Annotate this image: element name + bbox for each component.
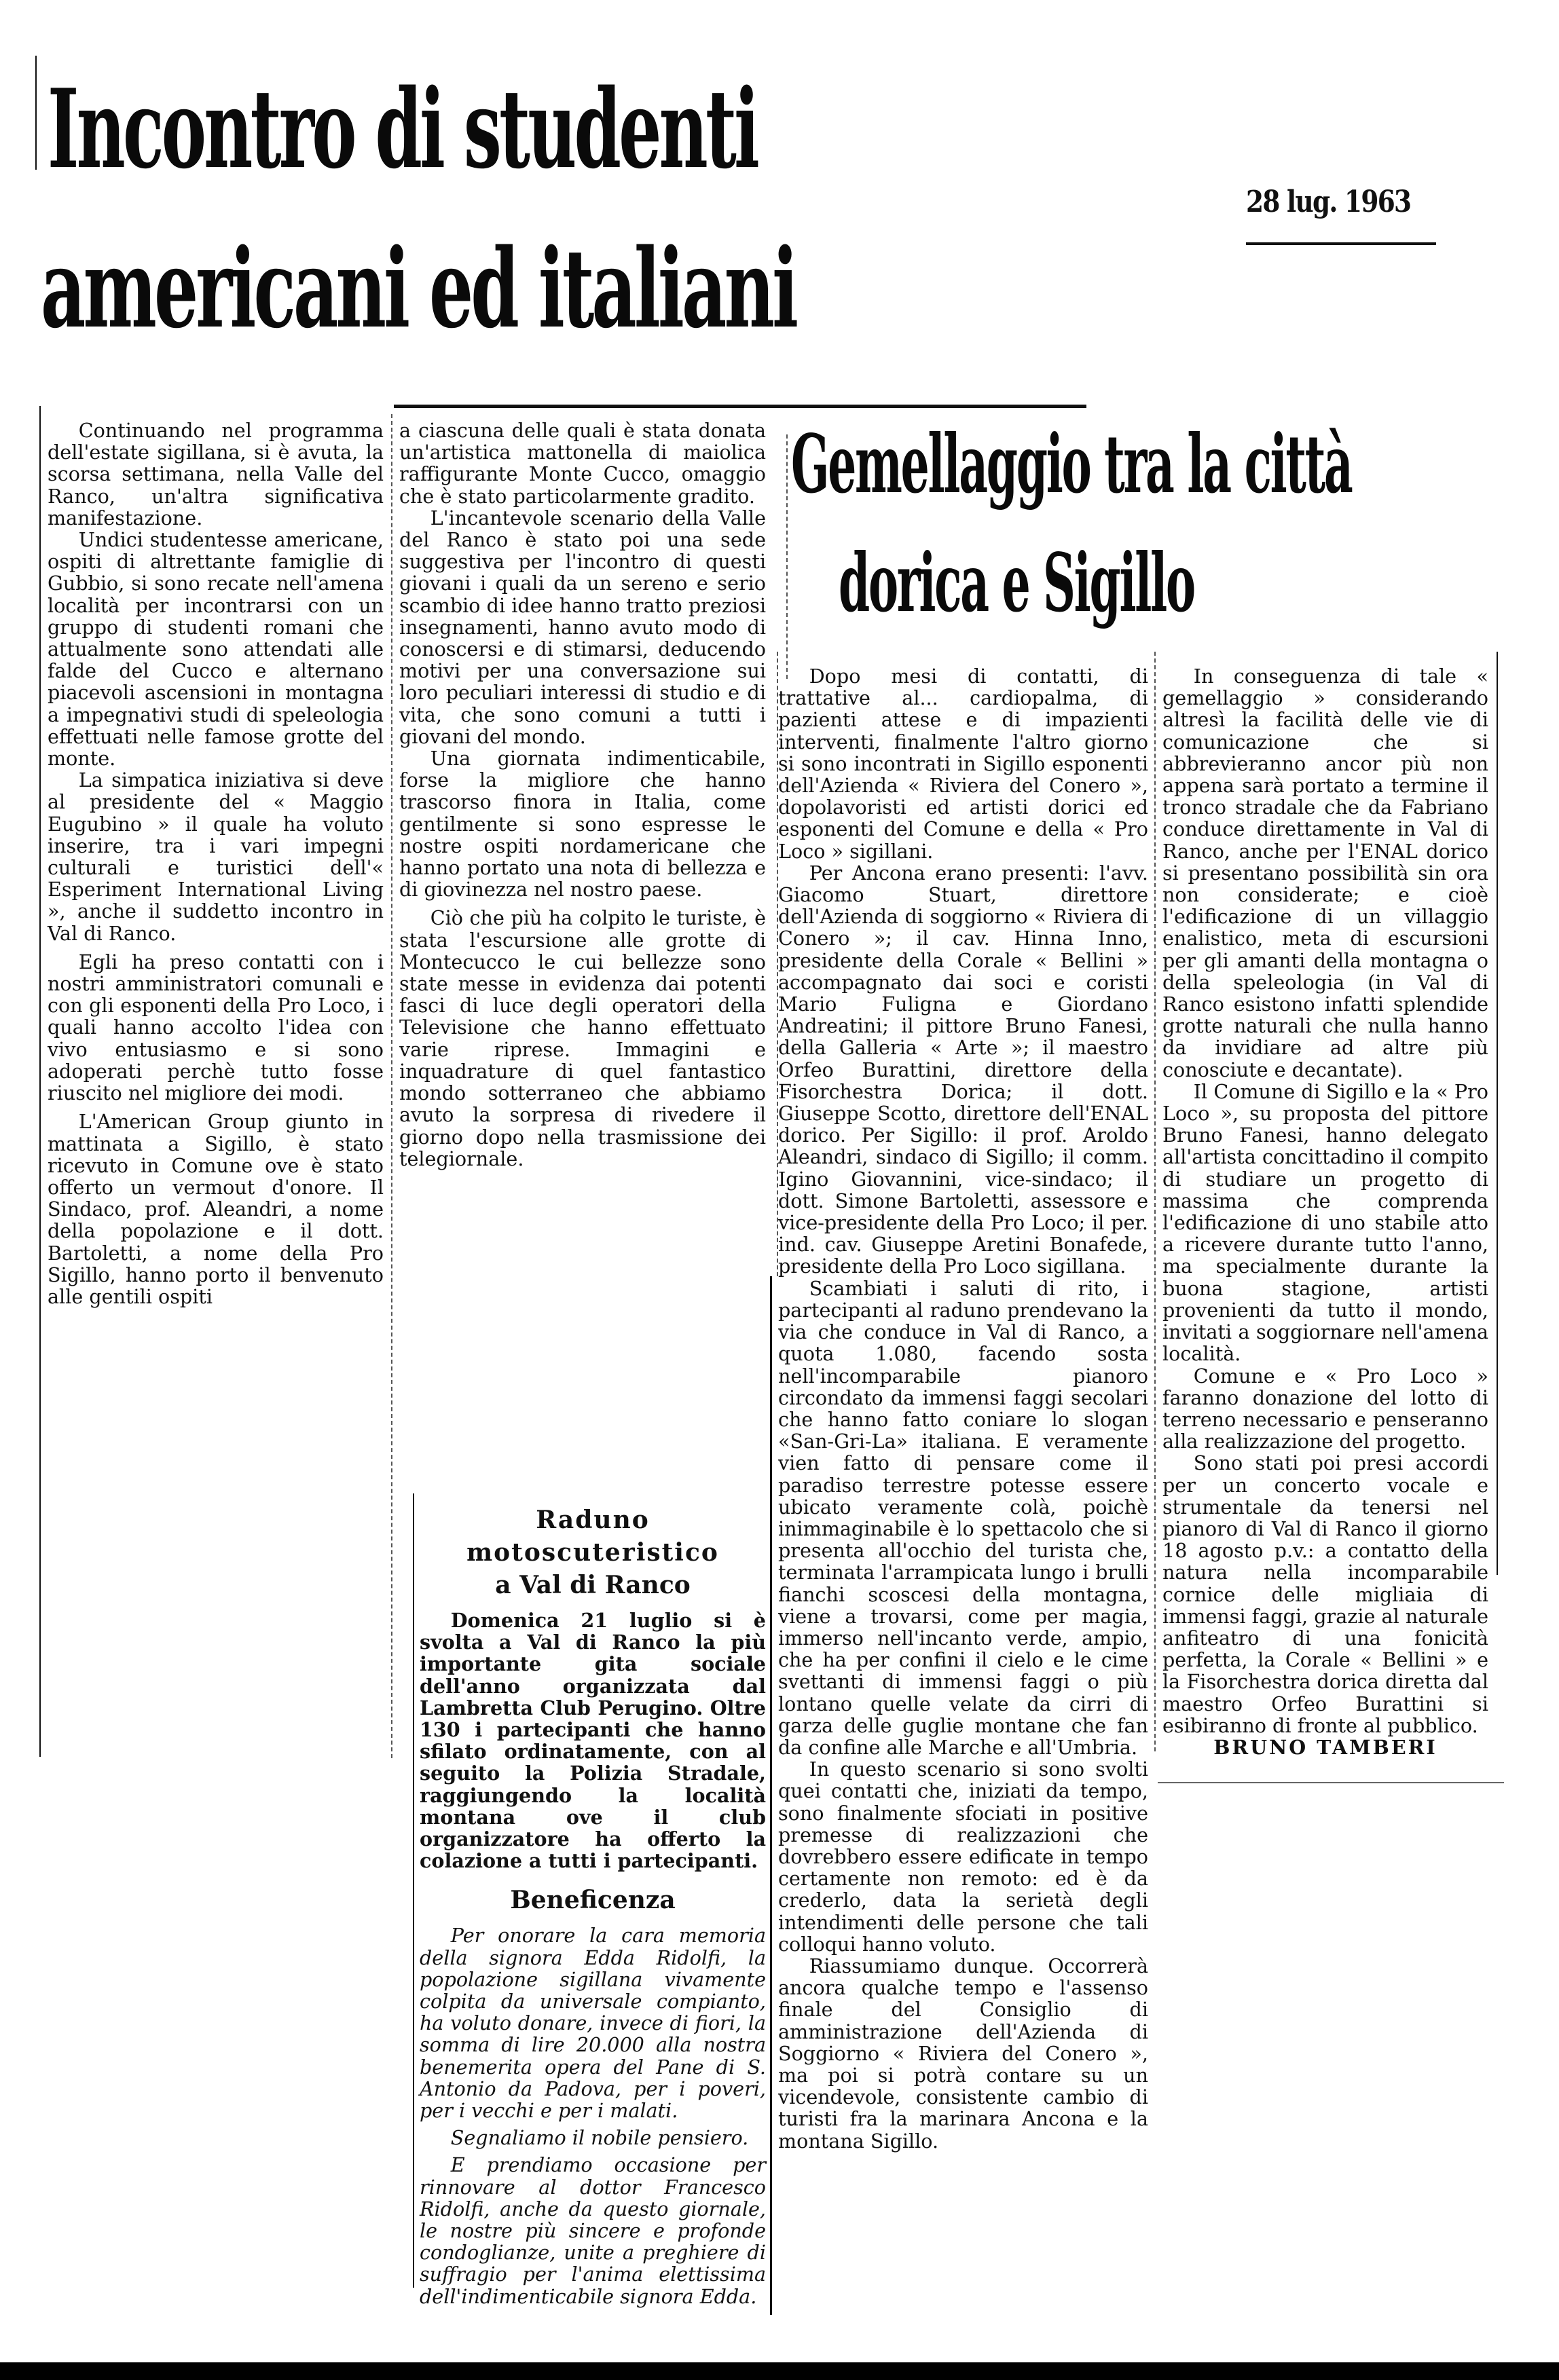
article3-paragraph: E prendiamo occasione per rinnovare al dottor Francesco Ridolfi, anche da questo giornale, le nostre più sincere e profonde condoglianze, unite a preghiere di suffragio per l'anima elettissima dell'indimenticabile signora Edda. [420,2153,766,2308]
column4-left-rule [1154,652,1156,1751]
article3-paragraph: Segnaliamo il nobile pensiero. [450,2126,749,2150]
date-underline [1246,242,1436,245]
main-headline-line2: americani ed italiani [41,225,796,352]
article4-headline-line1: Gemellaggio tra la città [791,417,1352,511]
column4-bottom-rule [1158,1782,1504,1783]
article2-body: Domenica 21 luglio si è svolta a Val di Ranco la più importante gita sociale dell'anno organizzata dal Lambretta Club Perugino. Oltre 130 i partecipanti che hanno sfilato ordinatamente, con al seguito la Polizia Stradale, raggiungendo la località montana ove il club organizzatore ha offerto la colazione a tutti i partecipanti. [420,1609,766,1873]
article4-headline-line2: dorica e Sigillo [839,536,1194,630]
paragraph: Ciò che più ha colpito le turiste, è stata l'escursione alle grotte di Montecucco le cui bellezze sono state messe in evidenza dai potenti fasci di luce degli operatori della Televisione che hanno effettuato varie riprese. Immagini e inquadrature di quel fantastico mondo sotterraneo che abbiamo avuto la sorpresa di rivedere il giorno dopo nella trasmissione dei telegiornale. [399,906,766,1170]
headline-left-rule [35,56,37,170]
paragraph: Scambiati i saluti di rito, i partecipanti al raduno prendevano la via che conduce in Val di Ranco, a quota 1.080, facendo sosta nell'incomparabile pianoro circondato da immensi faggi secolari che hanno fatto coniare lo slogan «San-Gri-La» italiana. E veramente vien fatto di pensare come il paradiso terrestre potesse essere ubicato veramente colà, poichè inimmaginabile è lo spettacolo che si presenta all'occhio del turista che, terminata l'arrampicata lungo i brulli fianchi scoscesi della montagna, viene a trovarsi, come per magia, immerso nell'incanto verde, ampio, che ha per confini il cielo e le cime svettanti di immensi faggi o più lontano quelle velate da cirri di garza delle guglie montane che fan da confine alle Marche e all'Umbria. [778,1276,1148,1759]
article3-paragraph: Per onorare la cara memoria della signora Edda Ridolfi, la popolazione sigillana vivamente colpita da universale compianto, ha voluto donare, invece di fiori, la somma di lire 20.000 alla nostra benemerita opera del Pane di S. Antonio da Padova, per i poveri, per i vecchi e per i malati. [420,1924,766,2123]
paragraph: In questo scenario si sono svolti quei contatti che, iniziati da tempo, sono finalmente sfociati in positive premesse di realizzazioni che dovrebbero essere edificate in tempo certamente non remoto: ed è da crederlo, data la serietà degli intendimenti delle persone che tali colloqui hanno voluto. [778,1758,1148,1956]
column1-left-rule [39,406,41,1757]
scan-edge-bar [0,2362,1559,2380]
column4-right-rule [1497,652,1498,1575]
article2-headline-line1: Raduno motoscuteristico [466,1506,719,1567]
article1-column2 [399,420,766,1170]
article4-column4 [1162,665,1488,1758]
column3-left-rule [770,1276,772,2315]
paragraph: Riassumiamo dunque. Occorrerà ancora qualche tempo e l'assenso finale del Consiglio di amministrazione dell'Azienda di Soggiorno « Riviera del Conero », ma poi si potrà contare su un vicendevole, consistente cambio di turisti fra la marinara Ancona e la montana Sigillo. [778,1954,1148,2153]
paragraph: Per Ancona erano presenti: l'avv. Giacomo Stuart, direttore dell'Azienda di soggiorno « Riviera di Conero »; il cav. Hinna Inno, presidente della Corale « Bellini » accompagnato dai soci e coristi Mario Fuligna e Giordano Andreatini; il pittore Bruno Fanesi, della Galleria « Arte »; il maestro Orfeo Burattini, direttore della Fisorchestra Dorica; il dott. Giuseppe Scotto, direttore dell'ENAL dorico. Per Sigillo: il prof. Aroldo Aleandri, sindaco di Sigillo; il comm. Igino Giovannini, vice-sindaco; il dott. Simone Bartoletti, assessore e vice-presidente della Pro Loco; il per. ind. cav. Giuseppe Aretini Bonafede, presidente della Pro Loco sigillana. [778,861,1148,1278]
headline-rule [394,405,1086,408]
publication-date: 28 lug. 1963 [1246,185,1411,219]
byline: BRUNO TAMBERI [1213,1735,1437,1759]
paragraph: Undici studentesse americane, ospiti di altrettante famiglie di Gubbio, si sono recate nell'amena località per incontrarsi con un gruppo di studenti romani che attualmente sono attendati alle falde del Cucco e alternano piacevoli ascensioni in montagna a impegnativi studi di speleologia effettuati nelle famose grotte del monte. [48,528,384,770]
article1-column1 [48,420,384,1307]
paragraph: Dopo mesi di contatti, di trattative al... cardiopalma, di pazienti attese e di impazienti interventi, finalmente l'altro giorno si sono incontrati in Sigillo esponenti dell'Azienda « Riviera del Conero », dopolavoristi ed artisti dorici ed esponenti del Comune e della « Pro Loco » sigillani. [778,665,1148,863]
paragraph: L'American Group giunto in mattinata a Sigillo, è stato ricevuto in Comune ove è stato offerto un vermout d'onore. Il Sindaco, prof. Aleandri, a nome della popolazione e il dott. Bartoletti, a nome della Pro Sigillo, hanno porto il benvenuto alle gentili ospiti [48,1110,384,1308]
paragraph: La simpatica iniziativa si deve al presidente del « Maggio Eugubino » il quale ha voluto inserire, tra i vari impegni culturali e turistici dell'« Esperiment International Living », anche il suddetto incontro in Val di Ranco. [48,768,384,945]
article2-headline-line2: a Val di Ranco [495,1571,691,1599]
box-left-rule [413,1493,414,2288]
paragraph: L'incantevole scenario della Valle del Ranco è stato poi una sede suggestiva per l'incontro di questi giovani i quali da un sereno e serio scambio di idee hanno tratto preziosi insegnamenti, hanno avuto modo di conoscersi e di stimarsi, deducendo motivi per una conversazione sui loro peculiari interessi di studio e di vita, che sono comuni a tutti i giovani del mondo. [399,506,766,748]
paragraph: In conseguenza di tale « gemellaggio » considerando altresì la facilità delle vie di comunicazione che si abbrevieranno ancor più non appena sarà portato a termine il tronco stradale che da Fabriano conduce direttamente in Val di Ranco, anche per l'ENAL dorico si presentano possibilità sin ora non considerate; e cioè l'edificazione di un villaggio enalistico, meta di escursioni per gli amanti della montagna o della speleologia (in Val di Ranco esistono infatti splendide grotte naturali che nulla hanno da invidiare ad altre più conosciute e decantate). [1162,665,1488,1081]
paragraph: Una giornata indimenticabile, forse la migliore che hanno trascorso finora in Italia, come gentilmente si sono espresse le nostre ospiti nordamericane che hanno portato una nota di bellezza e di giovinezza nel nostro paese. [399,747,766,901]
paragraph: Continuando nel programma dell'estate sigillana, si è avuta, la scorsa settimana, nella Valle del Ranco, un'altra significativa manifestazione. [48,419,384,529]
paragraph: Comune e « Pro Loco » faranno donazione del lotto di terreno necessario e penseranno alla realizzazione del progetto. [1162,1364,1488,1453]
main-headline-line1: Incontro di studenti [48,65,758,193]
paragraph: Sono stati poi presi accordi per un concerto vocale e strumentale da tenersi nel pianoro di Val di Ranco il giorno 18 agosto p.v.: a contatto della natura nella incomparabile cornice delle migliaia di immensi faggi, grazie al naturale anfiteatro di una fonicità perfetta, la Corale « Bellini » e la Fisorchestra dorica diretta dal maestro Orfeo Burattini si esibiranno di fronte al pubblico. [1162,1451,1488,1737]
paragraph: Il Comune di Sigillo e la « Pro Loco », su proposta del pittore Bruno Fanesi, hanno delegato all'artista concittadino il compito di studiare un progetto di massima che comprenda l'edificazione di uno stabile atto a ricevere durante tutto l'anno, ma specialmente durante la buona stagione, artisti provenienti da tutto il mondo, invitati a soggiornare nell'amena località. [1162,1079,1488,1366]
paragraph: Egli ha preso contatti con i nostri amministratori comunali e con gli esponenti della Pro Loco, i quali hanno accolto l'idea con vivo entusiasmo e si sono adoperati perchè tutto fosse riuscito nel migliore dei modi. [48,950,384,1105]
column2-left-rule [391,414,392,1758]
article4-column3 [778,665,1148,2152]
article3-headline: Beneficenza [510,1886,676,1915]
paragraph: a ciascuna delle quali è stata donata un'artistica mattonella di maiolica raffigurante Monte Cucco, omaggio che è stato particolarmente gradito. [399,419,766,508]
article2 [420,1504,766,2307]
headline-box-rule [786,434,788,679]
